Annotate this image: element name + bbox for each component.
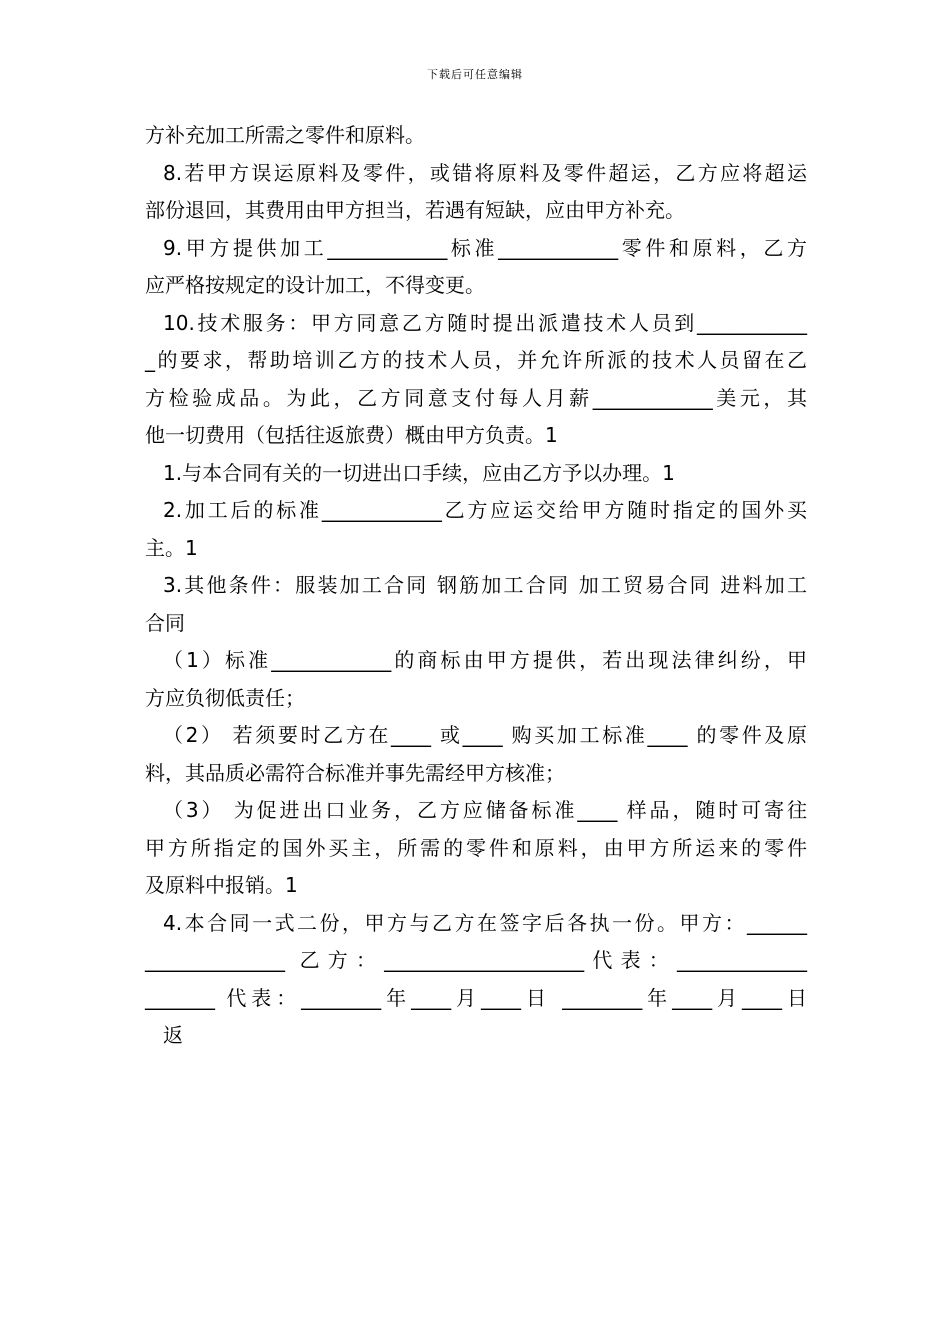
text-line: 9.甲方提供加工____________标准____________零件和原料，乙方 bbox=[163, 235, 807, 260]
text-line: （1）标准____________的商标由甲方提供，若出现法律纠纷，甲 bbox=[163, 648, 807, 672]
text-line: _的要求，帮助培训乙方的技术人员，并允许所派的技术人员留在乙 bbox=[145, 348, 807, 372]
text-line: _______ 代表：________年____月____日 ________年____月____日 bbox=[145, 985, 807, 1010]
text-line: 料，其品质必需符合标准并事先需经甲方核准； bbox=[145, 760, 565, 785]
text-line: 方补充加工所需之零件和原料。 bbox=[145, 123, 425, 147]
text-line: 方应负彻低责任； bbox=[145, 685, 305, 710]
text-line: （2） 若须要时乙方在____ 或____ 购买加工标准____ 的零件及原 bbox=[163, 723, 807, 747]
page-header: 下载后可任意编辑 bbox=[427, 68, 523, 81]
text-line: 应严格按规定的设计加工，不得变更。 bbox=[145, 273, 485, 297]
text-line: 10.技术服务：甲方同意乙方随时提出派遣技术人员到___________ bbox=[163, 310, 807, 335]
text-line: 合同 bbox=[145, 610, 185, 635]
text-line: ______________ 乙方：____________________代表：_____________ bbox=[145, 948, 807, 972]
text-line: 方检验成品。为此，乙方同意支付每人月薪____________美元，其 bbox=[145, 385, 807, 410]
document-body bbox=[145, 117, 807, 1055]
text-line: 1.与本合同有关的一切进出口手续，应由乙方予以办理。1 bbox=[163, 460, 675, 485]
text-line: 及原料中报销。1 bbox=[145, 873, 298, 897]
text-line: 8.若甲方误运原料及零件，或错将原料及零件超运，乙方应将超运 bbox=[163, 160, 807, 185]
text-line: 他一切费用（包括往返旅费）概由甲方负责。1 bbox=[145, 423, 558, 447]
trailing-text: 返 bbox=[163, 1023, 183, 1047]
text-line: 甲方所指定的国外买主，所需的零件和原料，由甲方所运来的零件 bbox=[145, 835, 807, 860]
text-line: 4.本合同一式二份，甲方与乙方在签字后各执一份。甲方：______ bbox=[163, 910, 807, 935]
text-line: 3.其他条件：服装加工合同 钢筋加工合同 加工贸易合同 进料加工 bbox=[163, 573, 807, 597]
text-line: （3） 为促进出口业务，乙方应储备标准____ 样品，随时可寄往 bbox=[163, 798, 807, 822]
text-line: 主。1 bbox=[145, 535, 198, 560]
text-line: 部份退回，其费用由甲方担当，若遇有短缺，应由甲方补充。 bbox=[145, 198, 685, 222]
text-line: 2.加工后的标准____________乙方应运交给甲方随时指定的国外买 bbox=[163, 498, 807, 522]
